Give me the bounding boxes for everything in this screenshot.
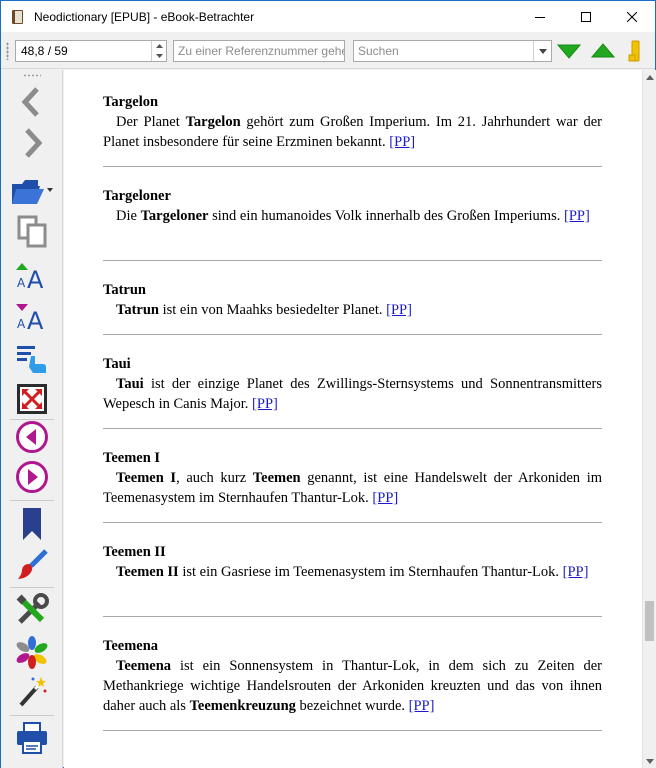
entry-body: Die Targeloner sind ein humanoides Volk innerhalb des Großen Imperiums. [PP] <box>116 208 590 224</box>
toolbar <box>1 32 655 69</box>
window-title: Neodictionary [EPUB] - eBook-Betrachter <box>34 9 255 24</box>
entry-title: Targeloner <box>103 188 171 204</box>
bookmark-button[interactable] <box>10 504 54 544</box>
entry-body: Teemena ist ein Sonnensystem in Thantur-Lok, in dem sich zu Zeiten der Methankriege wichtige Handelsrouten der Arkoniden kreuzten und das von ihnen daher auch als Teemenkreuzung bezeichnet wurde. [PP] <box>103 658 602 714</box>
entry-title: Targelon <box>103 94 159 110</box>
entry-body: Der Planet Targelon gehört zum Großen Imperium. Im 21. Jahrhundert war der Planet insbesondere für seine Erzminen bekannt. [PP] <box>103 114 603 150</box>
spin-down-button[interactable] <box>152 51 166 61</box>
scroll-up-icon <box>646 75 654 80</box>
forward-button[interactable] <box>10 123 54 163</box>
sidebar-toolbar <box>1 70 63 768</box>
scroll-down-button[interactable] <box>643 754 656 768</box>
entry-body: Teemen II ist ein Gasriese im Teemenasystem im Sternhaufen Thantur-Lok. [PP] <box>116 564 589 580</box>
search-next-button[interactable] <box>557 40 581 62</box>
chevron-down-icon <box>539 49 547 54</box>
select-text-icon <box>15 342 49 374</box>
fullscreen-icon <box>16 383 48 415</box>
entry-teemena <box>103 636 602 716</box>
font-decrease-icon <box>14 301 50 331</box>
scroll-up-button[interactable] <box>643 70 656 84</box>
next-page-icon <box>15 460 49 494</box>
previous-page-icon <box>15 420 49 454</box>
green-arrow-down-icon <box>557 43 581 59</box>
vertical-scrollbar[interactable] <box>642 70 656 768</box>
open-folder-icon <box>10 174 54 206</box>
ebook-page[interactable] <box>64 70 642 768</box>
entry-divider <box>103 428 602 429</box>
next-page-button[interactable] <box>10 457 54 497</box>
entry-title: Taui <box>103 356 131 372</box>
spin-up-button[interactable] <box>152 41 166 51</box>
entry-title: Tatrun <box>103 282 146 298</box>
entry-body: Taui ist der einzige Planet des Zwillings-Sternsystems und Sonnentransmitters Wepesch in Canis Major. [PP] <box>103 376 602 412</box>
font-increase-icon <box>14 260 50 290</box>
maximize-button[interactable] <box>563 1 609 32</box>
pp-link[interactable]: [PP] <box>252 396 278 412</box>
settings-button[interactable] <box>10 590 54 630</box>
page-number-input[interactable] <box>16 41 148 61</box>
entry-tatrun <box>103 280 602 320</box>
pp-link[interactable]: [PP] <box>563 208 590 224</box>
page-number-spinbox <box>15 40 167 62</box>
entry-divider <box>103 166 602 167</box>
svg-text:A: A <box>17 276 26 290</box>
entry-teemen-i <box>103 448 602 508</box>
minimize-button[interactable] <box>517 1 563 32</box>
pp-link[interactable]: [PP] <box>372 490 399 506</box>
sidebar-divider <box>10 500 54 501</box>
open-file-button[interactable] <box>10 170 54 210</box>
highlight-button[interactable] <box>623 40 647 62</box>
fullscreen-button[interactable] <box>10 379 54 419</box>
spin-down-icon <box>156 54 163 58</box>
maximize-icon <box>581 12 591 22</box>
pp-link[interactable]: [PP] <box>408 698 435 714</box>
close-button[interactable] <box>609 1 655 32</box>
colors-icon <box>15 635 49 669</box>
entry-teemen-ii <box>103 542 602 582</box>
sidebar-divider <box>10 715 54 716</box>
select-text-button[interactable] <box>10 338 54 378</box>
svg-text:A: A <box>27 266 44 290</box>
green-arrow-up-icon <box>591 43 615 59</box>
close-icon <box>627 12 637 22</box>
entry-body: Teemen I, auch kurz Teemen genannt, ist eine Handelswelt der Arkoniden im Teemenasystem im Sternhaufen Thantur-Lok. [PP] <box>103 470 603 506</box>
decrease-font-button[interactable] <box>10 296 54 336</box>
magic-wand-icon <box>15 675 49 709</box>
pp-link[interactable]: [PP] <box>562 564 589 580</box>
entry-divider <box>103 334 602 335</box>
entry-targelon <box>103 92 602 152</box>
spin-buttons <box>151 41 166 61</box>
entry-targeloner <box>103 186 602 226</box>
entry-title: Teemen I <box>103 450 161 466</box>
entry-title: Teemen II <box>103 544 166 560</box>
print-icon <box>15 721 49 755</box>
paint-button[interactable] <box>10 545 54 585</box>
entry-divider <box>103 616 602 617</box>
bookmark-icon <box>20 507 44 541</box>
reference-number-field <box>173 40 345 62</box>
entry-divider <box>103 730 602 731</box>
entry-title: Teemena <box>103 638 159 654</box>
scroll-down-icon <box>646 759 654 764</box>
color-scheme-button[interactable] <box>10 632 54 672</box>
title-bar <box>1 1 655 32</box>
window-controls <box>517 1 655 32</box>
reference-number-input[interactable] <box>174 41 344 61</box>
search-input[interactable] <box>354 41 532 61</box>
entry-body: Tatrun ist ein von Maahks besiedelter Planet. [PP] <box>116 302 412 318</box>
tools-icon <box>15 593 49 627</box>
back-icon <box>17 86 47 118</box>
svg-text:A: A <box>27 307 44 331</box>
scroll-thumb[interactable] <box>645 601 654 641</box>
back-button[interactable] <box>10 82 54 122</box>
svg-text:A: A <box>17 317 26 331</box>
paintbrush-icon <box>15 549 49 581</box>
search-dropdown-button[interactable] <box>533 41 551 61</box>
sidebar-divider <box>10 587 54 588</box>
app-book-icon <box>10 9 26 25</box>
copy-icon <box>15 214 49 248</box>
sidebar-grip[interactable] <box>23 74 41 77</box>
copy-button[interactable] <box>10 211 54 251</box>
magic-button[interactable] <box>10 672 54 712</box>
pp-link[interactable]: [PP] <box>386 302 412 318</box>
highlighter-icon <box>626 40 644 62</box>
search-combobox <box>353 40 552 62</box>
pp-link[interactable]: [PP] <box>389 134 416 150</box>
spin-up-icon <box>156 44 163 48</box>
print-button[interactable] <box>10 718 54 758</box>
previous-page-button[interactable] <box>10 417 54 457</box>
forward-icon <box>17 127 47 159</box>
entry-divider <box>103 522 602 523</box>
search-previous-button[interactable] <box>591 40 615 62</box>
entry-divider <box>103 260 602 261</box>
increase-font-button[interactable] <box>10 255 54 295</box>
entry-taui <box>103 354 602 414</box>
minimize-icon <box>535 12 545 22</box>
toolbar-grip[interactable] <box>6 42 9 60</box>
